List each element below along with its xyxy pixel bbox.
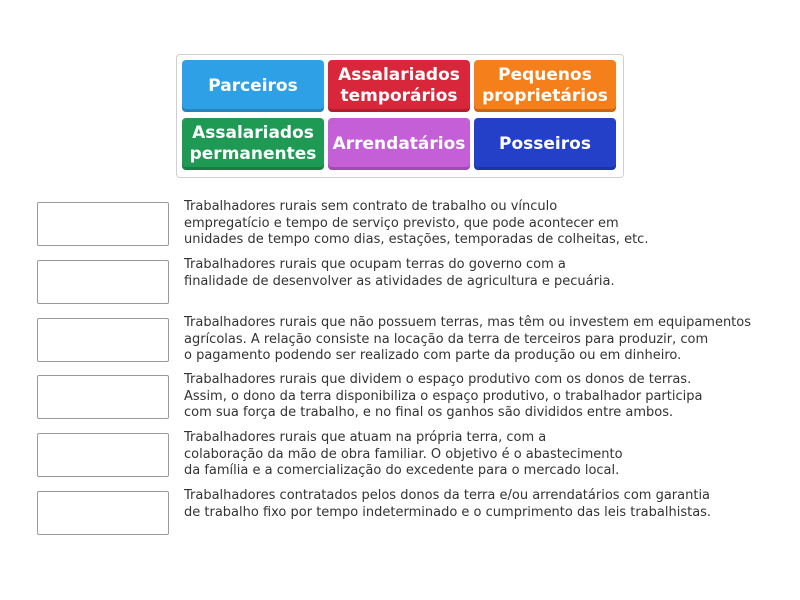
definition-text: Trabalhadores rurais que dividem o espaço produtivo com os donos de terras. Assim, o dono da terra disponibiliza o espaço produtivo, o trabalhador participa com sua força de trabalho, e no final os ganhos são divididos entre ambos.	[184, 372, 703, 420]
tile-parceiros[interactable]: Parceiros	[182, 60, 324, 112]
drop-zone[interactable]	[37, 433, 169, 477]
tile-pequenos-proprietarios[interactable]: Pequenos proprietários	[474, 60, 616, 112]
definition-text: Trabalhadores rurais que atuam na própria terra, com a colaboração da mão de obra familiar. O objetivo é o abastecimento da família e a comercialização do excedente para o mercado local.	[184, 430, 623, 478]
drop-zone[interactable]	[37, 375, 169, 419]
drop-zone[interactable]	[37, 318, 169, 362]
tile-assalariados-temporarios[interactable]: Assalariados temporários	[328, 60, 470, 112]
answer-tiles-panel	[176, 54, 624, 178]
tile-assalariados-permanentes[interactable]: Assalariados permanentes	[182, 118, 324, 170]
drop-zone[interactable]	[37, 491, 169, 535]
tile-posseiros[interactable]: Posseiros	[474, 118, 616, 170]
definition-text: Trabalhadores rurais sem contrato de trabalho ou vínculo empregatício e tempo de serviço previsto, que pode acontecer em unidades de tempo como dias, estações, temporadas de colheitas, etc.	[184, 199, 649, 247]
definition-text: Trabalhadores rurais que não possuem terras, mas têm ou investem em equipamentos agrícolas. A relação consiste na locação da terra de terceiros para produzir, com o pagamento podendo ser realizado com parte da produção ou em dinheiro.	[184, 315, 752, 363]
definition-text: Trabalhadores contratados pelos donos da terra e/ou arrendatários com garantia de trabalho fixo por tempo indeterminado e o cumprimento das leis trabalhistas.	[184, 488, 712, 520]
definition-text: Trabalhadores rurais que ocupam terras do governo com a finalidade de desenvolver as atividades de agricultura e pecuária.	[184, 257, 615, 289]
tile-arrendatarios[interactable]: Arrendatários	[328, 118, 470, 170]
drop-zone[interactable]	[37, 260, 169, 304]
drop-zone[interactable]	[37, 202, 169, 246]
